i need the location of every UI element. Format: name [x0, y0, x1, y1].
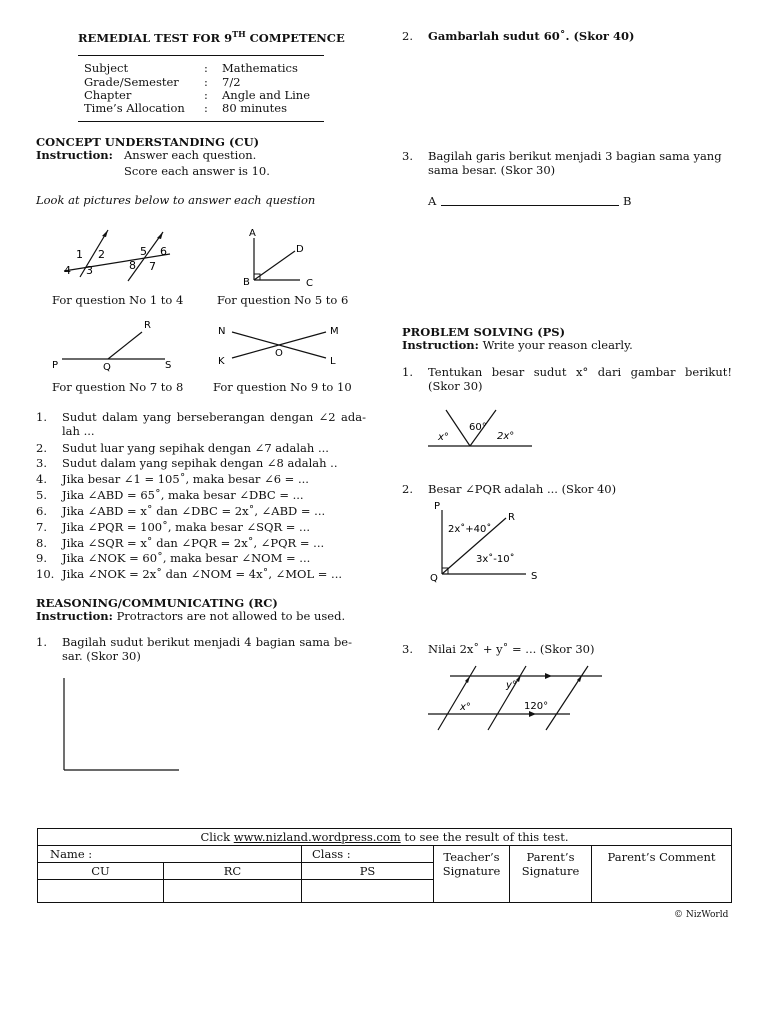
ps-fig2 [428, 500, 546, 586]
cu-question-7: 7. Jika ∠PQR = 100˚, maka besar ∠SQR = ... [36, 520, 311, 534]
ps1-label-2x: 2x° [497, 431, 515, 442]
fig4-label-o: O [275, 348, 283, 359]
fig1-label-5: 5 [140, 245, 147, 258]
ps-fig1 [426, 406, 536, 452]
fig2-label-d: D [296, 244, 304, 255]
look-text: Look at pictures below to answer each question [36, 193, 316, 207]
fig3-label-r: R [144, 320, 151, 331]
rc-instruction: Instruction: Protractors are not allowed to be used. [36, 609, 346, 623]
info-chapter: Chapter : Angle and Line [84, 88, 311, 102]
segment-label-b: B [623, 194, 632, 208]
fig1-label-1: 1 [76, 248, 83, 261]
caption-q9-10: For question No 9 to 10 [213, 380, 352, 394]
cu-instruction-line1: Answer each question. [124, 148, 257, 162]
cu-question-4: 4. Jika besar ∠1 = 105˚, maka besar ∠6 = ... [36, 472, 309, 486]
cu-question-6: 6. Jika ∠ABD = x˚ dan ∠DBC = 2x˚, ∠ABD = ... [36, 504, 326, 518]
class-field[interactable]: Class : [302, 846, 434, 863]
header-rule-top [78, 55, 324, 56]
figure-intersecting-lines [214, 320, 344, 368]
fig3-label-s: S [165, 360, 172, 371]
segment-ab [441, 205, 619, 206]
rc-heading: REASONING/COMMUNICATING (RC) [36, 596, 278, 610]
ps-instruction: Instruction: Write your reason clearly. [402, 338, 633, 352]
ps2-label-s: S [531, 571, 538, 582]
parent-comment-cell[interactable]: Parent’s Comment [592, 846, 732, 903]
teacher-signature-cell[interactable]: Teacher’s Signature [434, 846, 510, 903]
info-grade: Grade/Semester : 7/2 [84, 75, 241, 89]
ps2-label-lower: 3x˚-10˚ [476, 554, 515, 565]
score-header-cu: CU [38, 863, 164, 880]
fig4-label-m: M [330, 326, 339, 337]
fig2-label-c: C [306, 278, 313, 289]
ps1-label-x: x° [438, 432, 449, 443]
result-link[interactable]: www.nizland.wordpress.com [233, 830, 401, 844]
ps2-label-r: R [508, 512, 515, 523]
fig4-label-k: K [218, 356, 225, 367]
segment-label-a: A [428, 194, 437, 208]
ps-question-3: 3. Nilai 2x˚ + y˚ = ... (Skor 30) [402, 642, 595, 656]
rc-question-1: 1. Bagilah sudut berikut menjadi 4 bagian sama be-sar. (Skor 30) [36, 635, 352, 663]
ps-heading: PROBLEM SOLVING (PS) [402, 325, 566, 339]
rc-question-2: 2. Gambarlah sudut 60˚. (Skor 40) [402, 29, 635, 43]
caption-q7-8: For question No 7 to 8 [52, 380, 184, 394]
ps2-label-upper: 2x˚+40˚ [448, 524, 492, 535]
copyright: © NizWorld [674, 910, 729, 920]
fig4-label-n: N [218, 326, 226, 337]
fig1-label-8: 8 [129, 259, 136, 272]
rc-question-3: 3. Bagilah garis berikut menjadi 3 bagian sama yang sama besar. (Skor 30) [402, 149, 722, 177]
ps3-label-120: 120° [524, 701, 549, 712]
score-cell-ps[interactable] [302, 880, 434, 903]
score-cell-cu[interactable] [38, 880, 164, 903]
ps-question-1: 1. Tentukan besar sudut x° dari gambar berikut! (Skor 30) [402, 365, 732, 393]
ps3-label-y: y° [506, 680, 517, 691]
fig1-label-3: 3 [86, 264, 93, 277]
name-field[interactable]: Name : [38, 846, 302, 863]
ps-fig3 [426, 664, 608, 734]
ps2-label-q: Q [430, 573, 438, 584]
fig2-label-a: A [249, 228, 256, 239]
parent-signature-cell[interactable]: Parent’s Signature [510, 846, 592, 903]
ps-question-2: 2. Besar ∠PQR adalah ... (Skor 40) [402, 482, 617, 496]
figure-angle-abc [238, 226, 328, 292]
cu-question-2: 2. Sudut luar yang sepihak dengan ∠7 adalah ... [36, 441, 329, 455]
fig4-label-l: L [330, 356, 336, 367]
cu-instruction: Instruction: [36, 148, 113, 162]
ps2-label-p: P [434, 501, 441, 512]
score-header-ps: PS [302, 863, 434, 880]
cu-question-3: 3. Sudut dalam yang sepihak dengan ∠8 adalah .. [36, 456, 338, 470]
fig3-label-q: Q [103, 362, 111, 372]
caption-q1-4: For question No 1 to 4 [52, 293, 184, 307]
cu-question-5: 5. Jika ∠ABD = 65˚, maka besar ∠DBC = ... [36, 488, 304, 502]
test-title: REMEDIAL TEST FOR 9TH COMPETENCE [78, 29, 345, 45]
ps3-label-x: x° [460, 702, 471, 713]
ps1-label-60: 60° [469, 422, 487, 433]
fig1-label-7: 7 [149, 260, 156, 273]
fig1-label-6: 6 [160, 245, 167, 258]
figure-transversal-lines [58, 225, 188, 285]
fig2-label-b: B [243, 277, 250, 288]
fig1-label-4: 4 [64, 264, 71, 277]
result-table [37, 828, 732, 903]
cu-question-10: 10. Jika ∠NOK = 2x˚ dan ∠NOM = 4x˚, ∠MOL = ... [36, 567, 343, 581]
cu-question-9: 9. Jika ∠NOK = 60˚, maka besar ∠NOM = ... [36, 551, 311, 565]
fig1-label-2: 2 [98, 248, 105, 261]
fig3-label-p: P [52, 360, 59, 371]
header-rule-bottom [78, 121, 324, 122]
cu-heading: CONCEPT UNDERSTANDING (CU) [36, 135, 260, 149]
score-header-rc: RC [164, 863, 302, 880]
info-subject: Subject : Mathematics [84, 61, 298, 75]
cu-question-1: 1. Sudut dalam yang berseberangan dengan ∠2 ada-lah ... [36, 410, 366, 438]
result-link-row: Click www.nizland.wordpress.com to see the result of this test. [38, 829, 732, 846]
figure-angle-pqr [48, 316, 188, 372]
cu-instruction-line2: Score each answer is 10. [124, 164, 270, 178]
score-cell-rc[interactable] [164, 880, 302, 903]
cu-question-8: 8. Jika ∠SQR = x˚ dan ∠PQR = 2x˚, ∠PQR = ... [36, 536, 325, 550]
caption-q5-6: For question No 5 to 6 [217, 293, 349, 307]
rc-angle-figure [60, 676, 184, 776]
info-time: Time’s Allocation : 80 minutes [84, 101, 288, 115]
